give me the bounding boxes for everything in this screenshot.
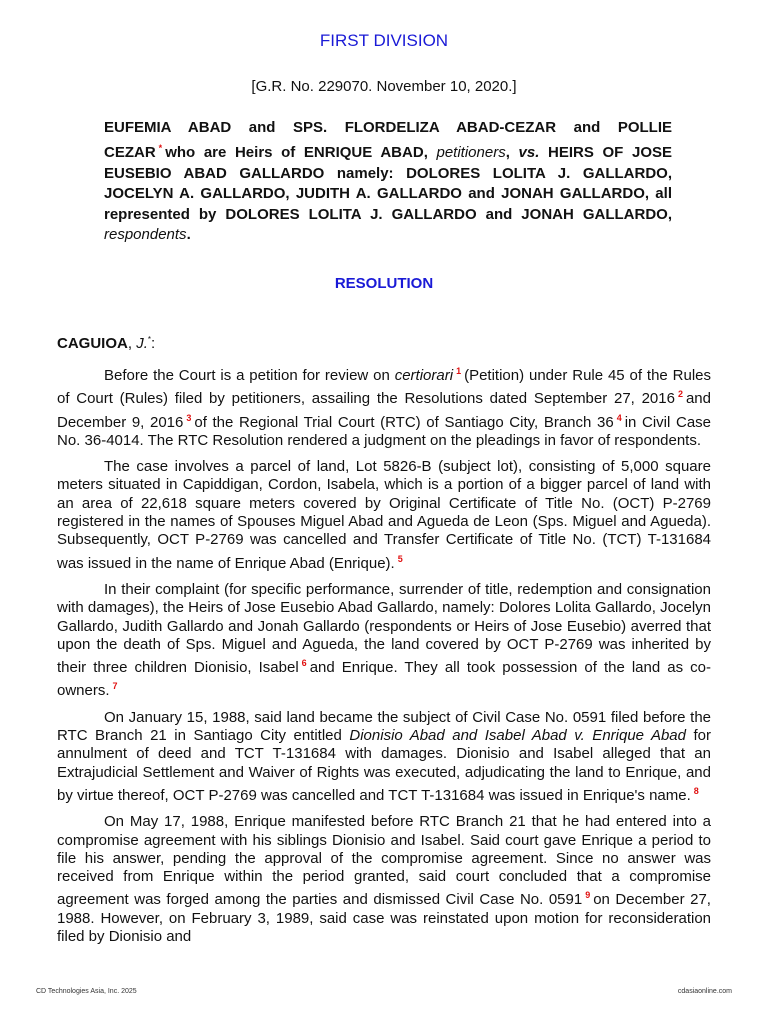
ponente: CAGUIOA, J.*:: [57, 335, 156, 352]
p1-text-d: of the Regional Trial Court (RTC) of Santiago City, Branch 36: [194, 413, 614, 431]
p2-text-a: The case involves a parcel of land, Lot 5826-B (subject lot), consisting of 5,000 square meters situated in Capiddigan, Cordon, Isabela, which is a portion of a bigger parcel of land with an area of 22,618 square meters covered by Original Certificate of Title No. (OCT) P-2769 registered in the names of Spouses Miguel Abad and Agueda de Leon (Sps. Miguel and Agueda). Subsequently, OCT P-2769 was cancelled and Transfer Certificate of Title No. (TCT) T-131684 was issued in the name of Enrique Abad (Enrique).: [57, 458, 711, 572]
division-heading: FIRST DIVISION: [319, 31, 449, 50]
parties-petitioners-names: EUFEMIA ABAD and SPS. FLORDELIZA ABAD-CEZAR and POLLIE CEZAR: [104, 119, 672, 162]
footer-site: cdasiaonline.com: [677, 988, 732, 995]
p1-text-a: Before the Court is a petition for review on: [104, 367, 390, 384]
ponente-title: J.: [136, 335, 148, 352]
footer-copyright: CD Technologies Asia, Inc. 2025: [36, 988, 137, 995]
footnote-link[interactable]: 8: [693, 785, 699, 796]
footnote-link[interactable]: 2: [677, 389, 683, 400]
respondents-label: respondents: [104, 226, 187, 244]
p1-italic: certiorari: [394, 367, 454, 384]
footnote-link[interactable]: 9: [585, 890, 591, 901]
footnote-link[interactable]: 3: [186, 412, 192, 423]
footnote-link[interactable]: 1: [456, 366, 462, 376]
paragraph-2: [57, 458, 711, 573]
petitioners-label: petitioners: [436, 144, 506, 162]
paragraph-5: [57, 813, 711, 946]
paragraph-3: [57, 581, 711, 701]
decision-body: [57, 362, 711, 954]
ponente-name: CAGUIOA: [57, 335, 128, 352]
footnote-link[interactable]: 7: [112, 681, 118, 692]
p1-text-e: in Civil Case No. 36-4014. The RTC Resolution rendered a judgment on the pleadings in favor of respondents.: [57, 413, 711, 449]
case-number: [G.R. No. 229070. November 10, 2020.]: [251, 78, 517, 95]
footnote-star[interactable]: *: [158, 143, 163, 154]
case-parties: EUFEMIA ABAD and SPS. FLORDELIZA ABAD-CEZAR and POLLIE CEZAR * who are Heirs of ENRIQUE ABAD, petitioners, vs. HEIRS OF JOSE EUSEBIO ABAD GALLARDO namely: DOLORES LOLITA J. GALLARDO, JOCELYN A. GALLARDO, JUDITH A. GALLARDO and JONAH GALLARDO, all represented by DOLORES LOLITA J. GALLARDO and JONAH GALLARDO, respondents.: [104, 119, 672, 244]
resolution-heading: RESOLUTION: [334, 275, 434, 292]
parties-heirs-of: who are Heirs of ENRIQUE ABAD: [165, 144, 424, 162]
p5-text-a: On May 17, 1988, Enrique manifested before RTC Branch 21 that he had entered into a compromise agreement with his siblings Dionisio and Isabel. Said court gave Enrique a period to file his answer, pending the approval of the compromise agreement. Since no answer was received from Enrique within the period granted, said court concluded that a compromise agreement was forged among the parties and dismissed Civil Case No. 0591: [57, 813, 711, 909]
paragraph-4: [57, 709, 711, 805]
p4-text-b: for annulment of deed and TCT T-131684 with damages. Dionisio and Isabel alleged that an Extrajudicial Settlement and Waiver of Rights was executed, adjudicating the land to Enrique, and by virtue thereof, OCT P-2769 was cancelled and TCT T-131684 was issued in Enrique's name.: [57, 727, 712, 804]
footnote-link[interactable]: 5: [397, 553, 403, 564]
p1-text-c: and December 9, 2016: [57, 390, 711, 431]
p1-text-b: (Petition) under Rule 45 of the Rules of Court (Rules) filed by petitioners, assailing the Resolutions dated September 27, 2016: [57, 367, 711, 408]
paragraph-1: [57, 362, 711, 450]
footnote-link[interactable]: 4: [616, 412, 622, 423]
p4-italic: Dionisio Abad and Isabel Abad v. Enrique Abad: [349, 727, 686, 745]
p5-text-b: on December 27, 1988. However, on February 3, 1989, said case was reinstated upon motion for reconsideration filed by Dionisio and: [57, 891, 711, 946]
p3-text-a: In their complaint (for specific performance, surrender of title, redemption and consignation with damages), the Heirs of Jose Eusebio Abad Gallardo, namely: Dolores Lolita Gallardo, Jocelyn Gallardo, Judith Gallardo and Jonah Gallardo (respondents or Heirs of Jose Eusebio) averred that upon the death of Sps. Miguel and Agueda, the land covered by OCT P-2769 was inherited by their three children Dionisio, Isabel: [57, 580, 711, 677]
parties-respondents-names: HEIRS OF JOSE EUSEBIO ABAD GALLARDO namely: DOLORES LOLITA J. GALLARDO, JOCELYN A. GALLARDO, JUDITH A. GALLARDO and JONAH GALLARDO, all represented by DOLORES LOLITA J. GALLARDO and JONAH GALLARDO: [104, 144, 672, 223]
footnote-link[interactable]: 6: [301, 658, 307, 669]
p3-text-b: and Enrique. They all took possession of the land as co-owners.: [57, 659, 712, 700]
versus-label: vs.: [518, 144, 540, 162]
p4-text-a: On January 15, 1988, said land became the subject of Civil Case No. 0591 filed before the RTC Branch 21 in Santiago City entitled: [57, 708, 711, 745]
ponente-sup: *: [147, 335, 151, 344]
